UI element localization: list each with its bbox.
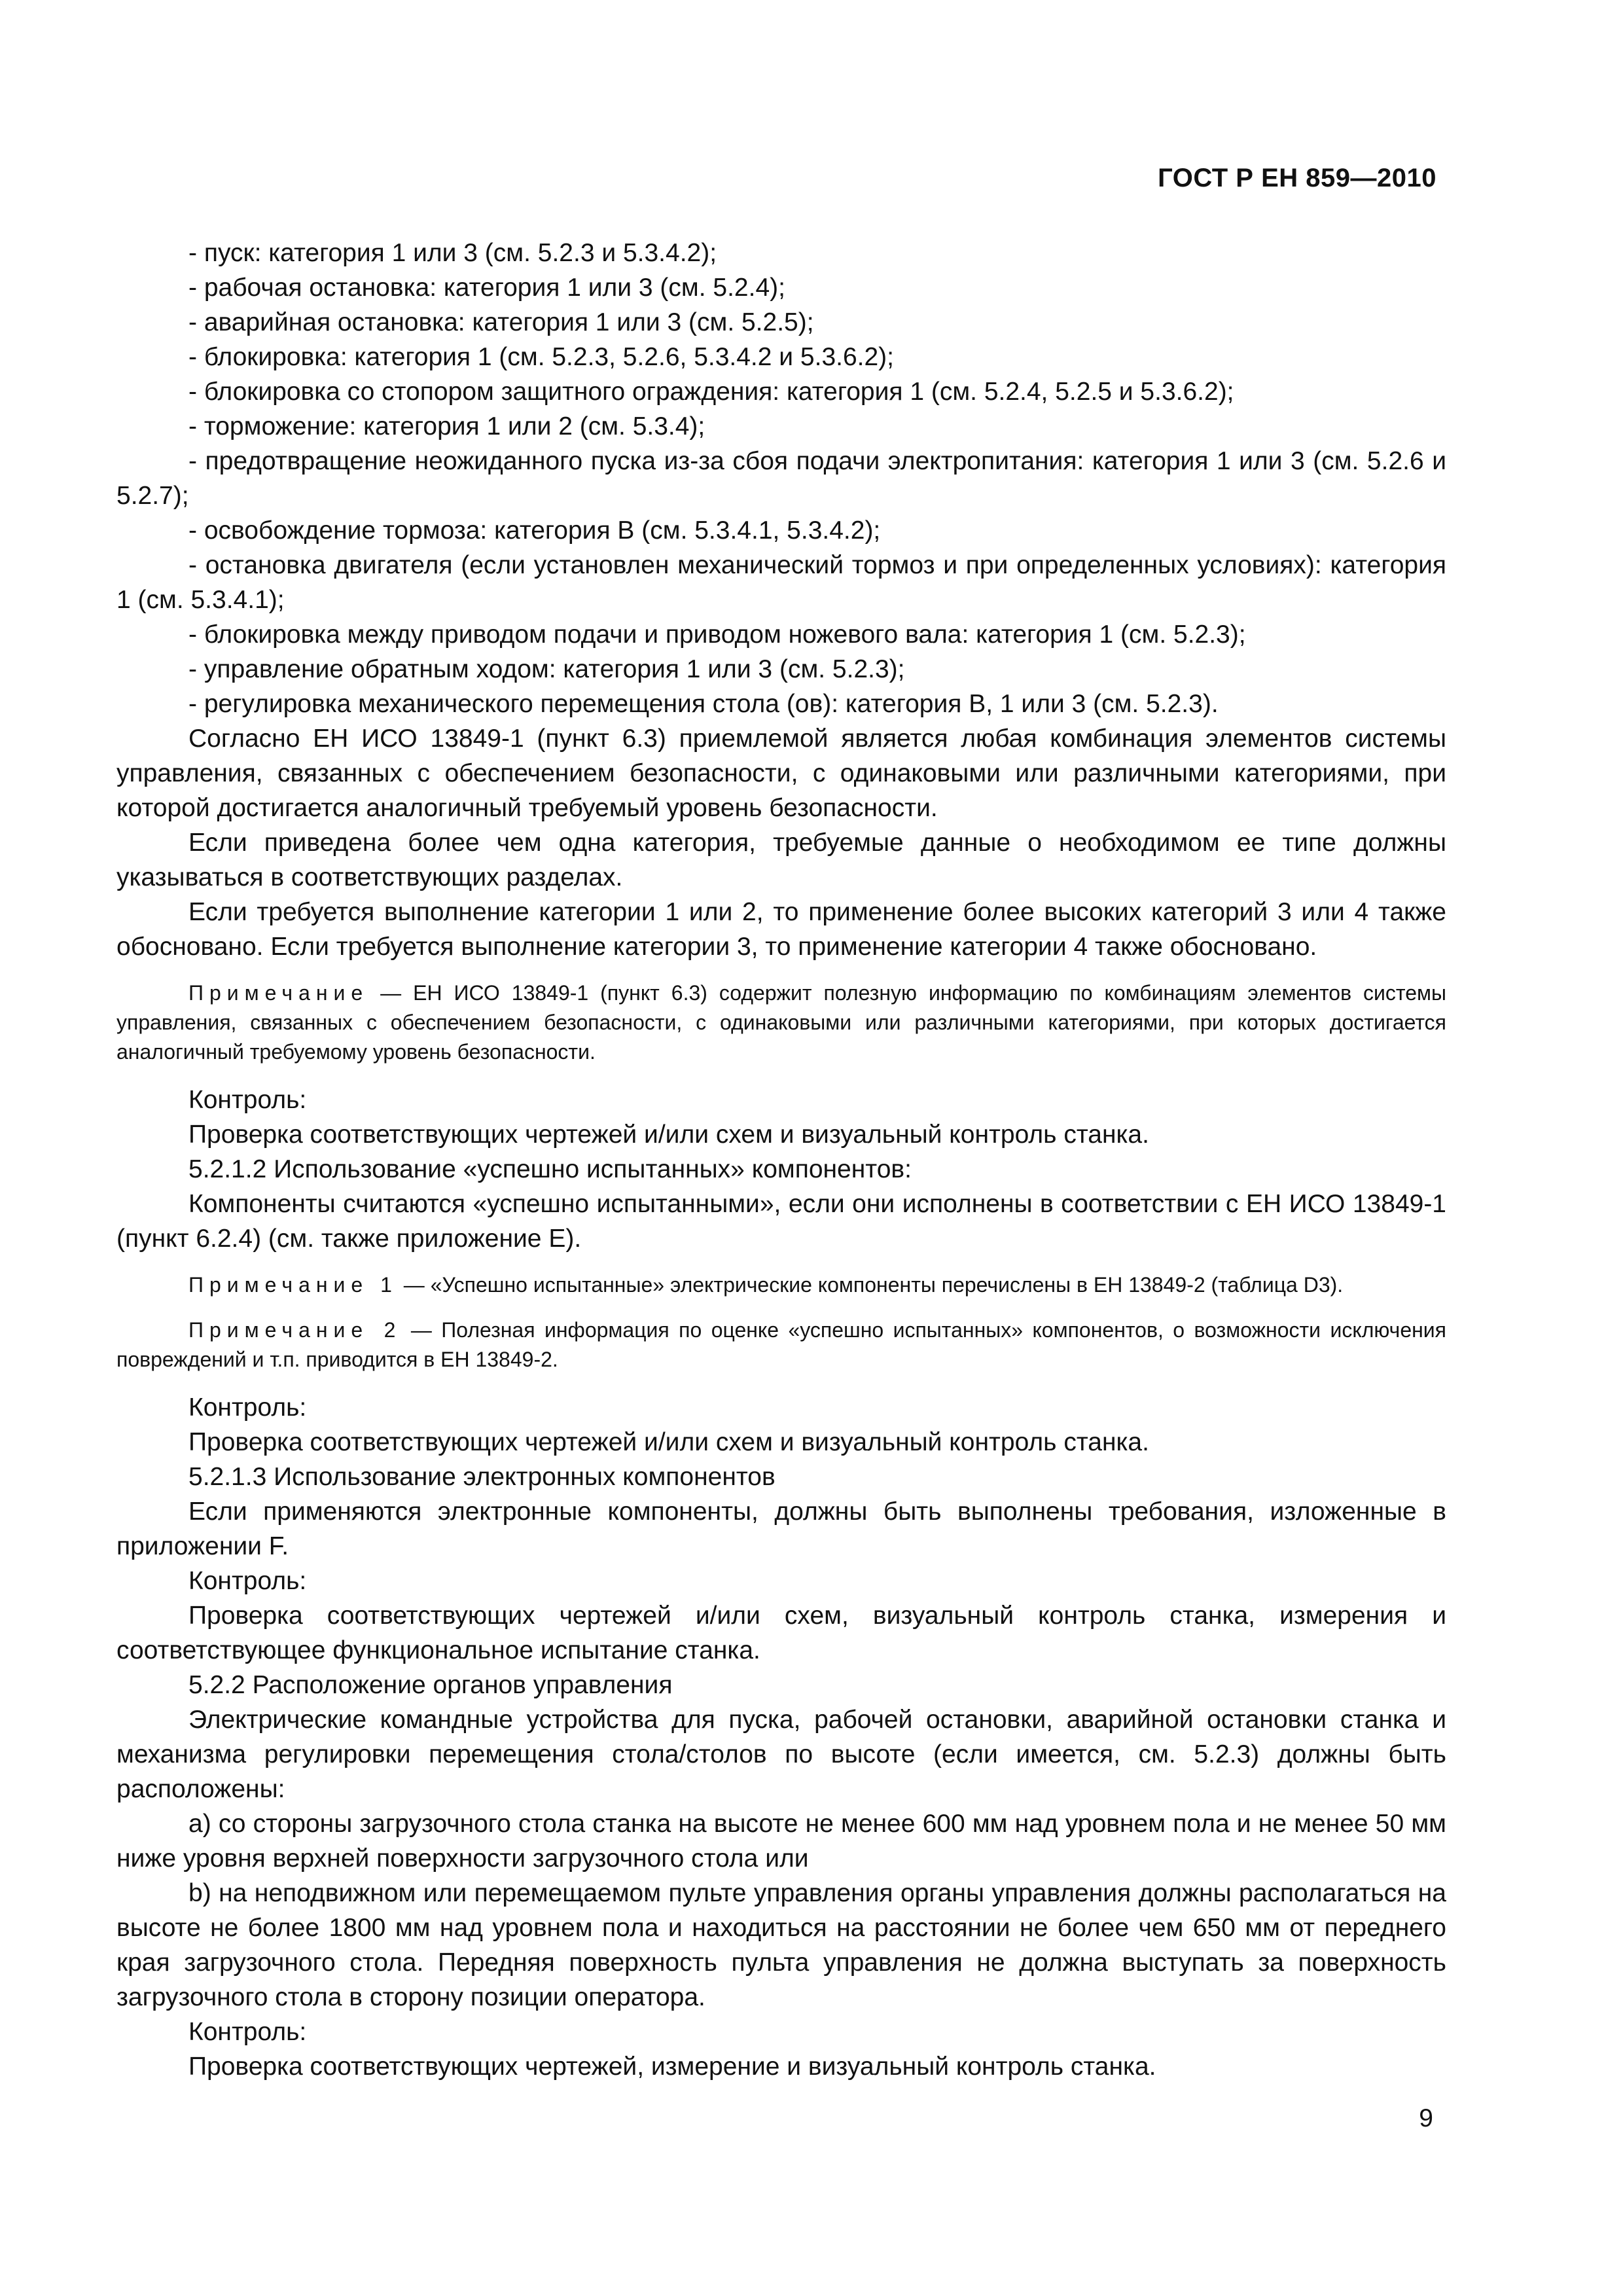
body-paragraph: 5.2.2 Расположение органов управления: [188, 1671, 673, 1699]
document-body: [116, 236, 1446, 2084]
body-paragraph: Согласно ЕН ИСО 13849-1 (пункт 6.3) приемлемой является любая комбинация элементов системы управления, связанных с обеспечением безопасности, с одинаковыми или различными категориями, при которой достигается аналогичный требуемый уровень безопасности.: [116, 725, 1446, 822]
body-paragraph: - регулировка механического перемещения стола (ов): категория В, 1 или 3 (см. 5.2.3).: [188, 690, 1219, 718]
note-label: Примечание 1: [188, 1273, 398, 1297]
body-paragraph: - рабочая остановка: категория 1 или 3 (см. 5.2.4);: [188, 274, 785, 302]
body-paragraph: - блокировка: категория 1 (см. 5.2.3, 5.2.6, 5.3.4.2 и 5.3.6.2);: [188, 343, 895, 371]
body-paragraph: Проверка соответствующих чертежей и/или схем, визуальный контроль станка, измерения и соответствующее функциональное испытание станка.: [116, 1602, 1446, 1664]
body-paragraph: 5.2.1.3 Использование электронных компонентов: [188, 1463, 776, 1491]
body-paragraph: Если применяются электронные компоненты, должны быть выполнены требования, изложенные в приложении F.: [116, 1498, 1446, 1560]
body-paragraph: 5.2.1.2 Использование «успешно испытанных» компонентов:: [188, 1155, 912, 1183]
body-paragraph: Если требуется выполнение категории 1 или 2, то применение более высоких категорий 3 или 4 также обосновано. Если требуется выполнение категории 3, то применение категории 4 также обосновано.: [116, 898, 1446, 961]
note-text: — Полезная информация по оценке «успешно испытанных» компонентов, о возможности исключения повреждений и т.п. приводится в ЕН 13849-2.: [116, 1318, 1447, 1371]
body-paragraph: Контроль:: [188, 2018, 307, 2046]
note-label: Примечание 2: [188, 1318, 402, 1342]
note-text: — «Успешно испытанные» электрические компоненты перечислены в ЕН 13849-2 (таблица D3).: [397, 1273, 1344, 1297]
body-paragraph: Контроль:: [188, 1567, 307, 1595]
note-paragraph: [116, 978, 1446, 1067]
body-paragraph: Электрические командные устройства для пуска, рабочей остановки, аварийной остановки станка и механизма регулировки перемещения стола/столов по высоте (если имеется, см. 5.2.3) должны быть расположены:: [116, 1706, 1446, 1803]
body-paragraph: - торможение: категория 1 или 2 (см. 5.3.4);: [188, 412, 705, 440]
body-paragraph: - пуск: категория 1 или 3 (см. 5.2.3 и 5.3.4.2);: [188, 239, 717, 267]
body-paragraph: Проверка соответствующих чертежей и/или схем и визуальный контроль станка.: [188, 1428, 1149, 1456]
body-paragraph: Компоненты считаются «успешно испытанными», если они исполнены в соответствии с ЕН ИСО 13849-1 (пункт 6.2.4) (см. также приложение Е).: [116, 1190, 1446, 1253]
note-paragraph: [116, 1316, 1446, 1374]
body-paragraph: - предотвращение неожиданного пуска из-за сбоя подачи электропитания: категория 1 или 3 (см. 5.2.6 и 5.2.7);: [116, 447, 1446, 510]
body-paragraph: Контроль:: [188, 1393, 307, 1422]
note-label: Примечание: [188, 981, 369, 1005]
body-paragraph: Проверка соответствующих чертежей, измерение и визуальный контроль станка.: [188, 2053, 1156, 2081]
body-paragraph: - остановка двигателя (если установлен механический тормоз и при определенных условиях): категория 1 (см. 5.3.4.1);: [116, 551, 1446, 614]
document-header: ГОСТ Р ЕН 859—2010: [1158, 164, 1436, 192]
note-text: — ЕН ИСО 13849-1 (пункт 6.3) содержит полезную информацию по комбинациям элементов системы управления, связанных с обеспечением безопасности, с одинаковыми или различными категориями, при которых достигается аналогичный требуемому уровень безопасности.: [116, 981, 1446, 1064]
body-paragraph: Если приведена более чем одна категория, требуемые данные о необходимом ее типе должны указываться в соответствующих разделах.: [116, 829, 1446, 891]
body-paragraph: - освобождение тормоза: категория В (см. 5.3.4.1, 5.3.4.2);: [188, 516, 881, 545]
body-paragraph: - аварийная остановка: категория 1 или 3 (см. 5.2.5);: [188, 308, 814, 336]
body-paragraph: a) со стороны загрузочного стола станка на высоте не менее 600 мм над уровнем пола и не менее 50 мм ниже уровня верхней поверхности загрузочного стола или: [116, 1810, 1446, 1873]
body-paragraph: - блокировка со стопором защитного ограждения: категория 1 (см. 5.2.4, 5.2.5 и 5.3.6.2);: [188, 378, 1234, 406]
body-paragraph: - управление обратным ходом: категория 1 или 3 (см. 5.2.3);: [188, 655, 905, 683]
body-paragraph: - блокировка между приводом подачи и приводом ножевого вала: категория 1 (см. 5.2.3);: [188, 620, 1246, 649]
body-paragraph: Проверка соответствующих чертежей и/или схем и визуальный контроль станка.: [188, 1121, 1149, 1149]
note-paragraph: [116, 1270, 1446, 1300]
body-paragraph: Контроль:: [188, 1086, 307, 1114]
page-number: 9: [1419, 2104, 1433, 2132]
body-paragraph: b) на неподвижном или перемещаемом пульте управления органы управления должны располагаться на высоте не более 1800 мм над уровнем пола и находиться на расстоянии не более чем 650 мм от переднего края загрузочного стола. Передняя поверхность пульта управления не должна выступать за поверхность загрузочного стола в сторону позиции оператора.: [116, 1879, 1446, 2011]
